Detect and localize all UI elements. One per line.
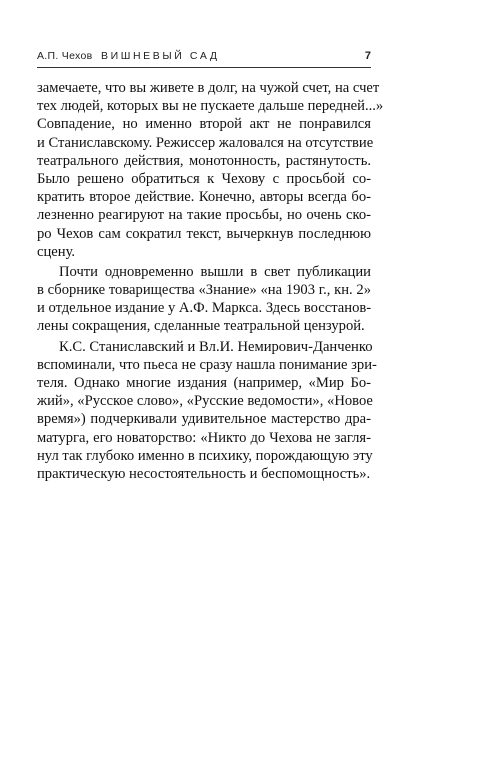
- text-line: лены сокращения, сделанные театральной цензурой.: [37, 318, 365, 335]
- paragraph: [37, 263, 371, 336]
- text-line: Было решено обратиться к Чехову с просьбой со-: [37, 170, 371, 187]
- text-line: ро Чехов сам сократил текст, вычеркнув последнюю: [37, 225, 371, 242]
- text-line: жий», «Русское слово», «Русские ведомости», «Новое: [37, 393, 373, 410]
- running-head: [37, 48, 371, 64]
- text-line: лезненно реагируют на такие просьбы, но очень ско-: [37, 207, 371, 224]
- text-line: кратить второе действие. Конечно, авторы всегда бо-: [37, 189, 371, 206]
- paragraph: [37, 79, 384, 261]
- body-text: [37, 79, 384, 483]
- text-line: вспоминали, что пьеса не сразу нашла понимание зри-: [37, 356, 377, 373]
- page-number: 7: [364, 50, 371, 62]
- text-line: практическую несостоятельность и беспомощность».: [37, 465, 371, 482]
- text-line: в сборнике товарищества «Знание» «на 1903 г., кн. 2»: [37, 282, 371, 299]
- header-rule: [37, 67, 371, 68]
- text-line: теля. Однако многие издания (например, «Мир Бо-: [37, 375, 371, 391]
- text-line: тех людей, которых вы не пускаете дальше передней...»: [37, 98, 384, 115]
- text-line: замечаете, что вы живете в долг, на чужой счет, на счет: [37, 80, 380, 96]
- text-line: Почти одновременно вышли в свет публикации: [59, 263, 371, 280]
- text-line: и Станиславскому. Режиссер жаловался на отсутствие: [37, 134, 374, 151]
- text-line: и отдельное издание у А.Ф. Маркса. Здесь восстанов-: [37, 300, 372, 317]
- running-head-author: А.П. Чехов: [37, 50, 93, 62]
- running-head-title: ВИШНЕВЫЙ САД: [101, 50, 220, 62]
- text-line: нул так глубоко именно в психику, порождающую эту: [37, 447, 373, 464]
- text-line: Совпадение, но именно второй акт не понравился: [37, 116, 371, 133]
- text-line: К.С. Станиславский и Вл.И. Немирович-Данченко: [59, 338, 373, 355]
- text-line: время») подчеркивали удивительное мастерство дра-: [37, 411, 371, 428]
- text-line: театрального действия, монотонность, растянутость.: [37, 152, 371, 169]
- paragraph: [37, 338, 377, 484]
- text-line: сцену.: [37, 243, 76, 260]
- text-line: матурга, его новаторство: «Никто до Чехова не загля-: [37, 429, 371, 446]
